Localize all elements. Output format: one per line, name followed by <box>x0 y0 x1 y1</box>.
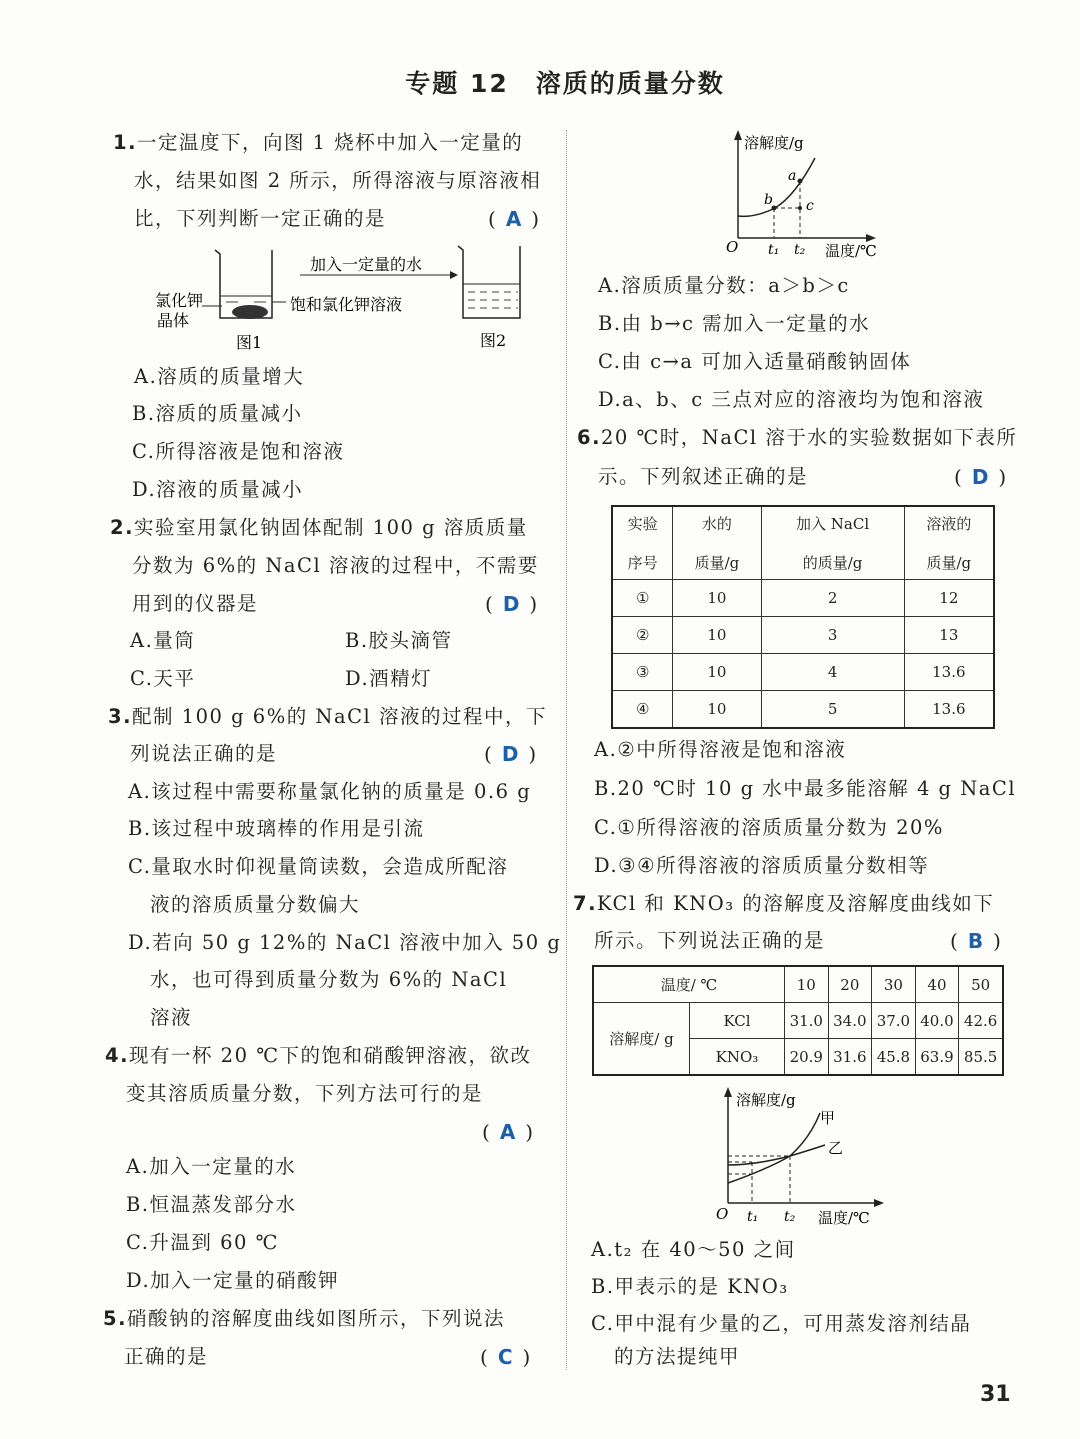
option-a[interactable]: A.t₂ 在 40～50 之间 <box>591 1238 796 1261</box>
table-header-row <box>593 966 1003 1003</box>
curve-yi-label: 乙 <box>828 1139 844 1157</box>
question-number: 4. <box>105 1044 129 1067</box>
table-row <box>612 691 994 729</box>
cell: 20 <box>828 966 872 1003</box>
origin-label: O <box>726 238 739 256</box>
point-b-label: b <box>764 192 773 208</box>
cell: 37.0 <box>872 1003 916 1039</box>
question-5-line <box>103 1306 505 1332</box>
cell: 5 <box>761 691 904 729</box>
table-header-row <box>612 506 994 580</box>
option-c[interactable]: C.①所得溶液的溶质质量分数为 20% <box>594 816 944 839</box>
page-title: 专题 12 溶质的质量分数 <box>405 69 725 98</box>
option-b[interactable]: B.胶头滴管 <box>345 629 453 652</box>
header-text: 序号 <box>627 554 658 572</box>
cell: ③ <box>612 654 673 691</box>
question-text: 列说法正确的是 <box>130 742 278 765</box>
cell: 4 <box>761 654 904 691</box>
question-text: 比，下列判断一定正确的是 <box>134 207 387 230</box>
header-cell <box>904 506 994 580</box>
cell: 30 <box>872 966 916 1003</box>
header-text: 质量/g <box>926 554 972 572</box>
curve-jia-label: 甲 <box>820 1109 836 1127</box>
cell: ② <box>612 617 673 654</box>
option-c[interactable]: C.由 c→a 可加入适量硝酸钠固体 <box>598 350 912 373</box>
cell: 45.8 <box>872 1039 916 1076</box>
option-a[interactable]: A.溶质质量分数：a＞b＞c <box>598 274 850 297</box>
crystal-label: 晶体 <box>157 311 190 330</box>
cell: 10 <box>673 654 761 691</box>
option-b[interactable]: B.由 b→c 需加入一定量的水 <box>598 312 871 335</box>
table-row <box>612 617 994 654</box>
question-text: 实验室用氯化钠固体配制 100 g 溶质质量 <box>133 516 528 539</box>
page-number: 31 <box>980 1382 1011 1407</box>
cell: 10 <box>673 691 761 729</box>
cell: 85.5 <box>959 1039 1003 1076</box>
option-c[interactable]: C.天平 <box>130 667 196 690</box>
question-number: 3. <box>108 705 132 728</box>
header-text: 的质量/g <box>802 554 863 572</box>
option-b[interactable]: B.溶质的质量减小 <box>132 402 303 425</box>
cell: 13 <box>904 617 994 654</box>
solution-label: 饱和氯化钾溶液 <box>290 295 403 314</box>
answer-letter: B <box>967 929 984 953</box>
cell: 31.0 <box>784 1003 828 1039</box>
question-text: 用到的仪器是 <box>132 592 259 615</box>
answer-bracket: ( A ) <box>482 1120 534 1144</box>
question-text: 变其溶质质量分数，下列方法可行的是 <box>126 1082 484 1105</box>
question-text: 所示。下列说法正确的是 <box>594 929 826 952</box>
cell: 12 <box>904 580 994 617</box>
table-row <box>593 1003 1003 1039</box>
option-c[interactable]: C.升温到 60 ℃ <box>126 1231 279 1254</box>
option-a[interactable]: A.加入一定量的水 <box>126 1155 297 1178</box>
origin-label: O <box>716 1205 729 1223</box>
question-text: 一定温度下，向图 1 烧杯中加入一定量的 <box>136 131 524 154</box>
answer-bracket: ( C ) <box>480 1345 531 1369</box>
option-d-cont: 水，也可得到质量分数为 6%的 NaCl <box>150 968 508 991</box>
cell: ① <box>612 580 673 617</box>
option-a[interactable]: A.该过程中需要称量氯化钠的质量是 0.6 g <box>128 780 532 803</box>
question-text: 分数为 6%的 NaCl 溶液的过程中，不需要 <box>132 554 539 577</box>
solubility-header: 溶解度/ g <box>593 1003 690 1076</box>
option-d[interactable]: D.③④所得溶液的溶质质量分数相等 <box>594 854 930 877</box>
question-text: 硝酸钠的溶解度曲线如图所示，下列说法 <box>126 1307 505 1330</box>
option-d[interactable]: D.加入一定量的硝酸钾 <box>126 1269 340 1292</box>
header-text: 实验 <box>627 515 658 533</box>
question-text: 水，结果如图 2 所示，所得溶液与原溶液相 <box>134 169 542 192</box>
cell: 34.0 <box>828 1003 872 1039</box>
cell: 42.6 <box>959 1003 1003 1039</box>
point-a-label: a <box>788 168 797 184</box>
question-text: 现有一杯 20 ℃下的饱和硝酸钾溶液，欲改 <box>128 1044 532 1067</box>
cell: 13.6 <box>904 691 994 729</box>
option-d-cont: 溶液 <box>150 1006 193 1029</box>
option-d[interactable]: D.若向 50 g 12%的 NaCl 溶液中加入 50 g <box>128 931 562 954</box>
option-d[interactable]: D.溶液的质量减小 <box>132 478 304 501</box>
column-divider <box>566 130 567 1370</box>
t2-label: t₂ <box>794 242 806 258</box>
question-3-line <box>108 704 547 730</box>
header-text: 加入 NaCl <box>796 515 870 533</box>
answer-letter: D <box>501 742 519 766</box>
cell: 40.0 <box>915 1003 959 1039</box>
option-a[interactable]: A.溶质的质量增大 <box>134 365 305 388</box>
table-row <box>612 580 994 617</box>
cell: 20.9 <box>784 1039 828 1076</box>
question-2-line <box>110 515 528 541</box>
cell: 10 <box>673 580 761 617</box>
header-text: 溶液的 <box>926 515 972 533</box>
question-number: 1. <box>113 131 137 154</box>
figure-1-caption: 图1 <box>236 333 263 352</box>
option-b[interactable]: B.该过程中玻璃棒的作用是引流 <box>128 817 425 840</box>
answer-bracket: ( D ) <box>485 592 538 616</box>
answer-letter: D <box>971 465 989 489</box>
question-7-line <box>573 891 994 917</box>
question-number: 2. <box>110 516 134 539</box>
table-row <box>612 654 994 691</box>
x-axis-label: 温度/℃ <box>818 1209 870 1227</box>
cell: 50 <box>959 966 1003 1003</box>
header-cell <box>612 506 673 580</box>
kcl-kno3-solubility-chart <box>710 1083 900 1233</box>
point-c-label: c <box>806 198 814 214</box>
header-cell <box>673 506 761 580</box>
question-number: 7. <box>573 892 597 915</box>
option-b[interactable]: B.恒温蒸发部分水 <box>126 1193 297 1216</box>
answer-letter: D <box>502 592 520 616</box>
answer-bracket: ( B ) <box>950 929 1001 953</box>
cell: 3 <box>761 617 904 654</box>
option-a[interactable]: A.量筒 <box>130 629 196 652</box>
option-d[interactable]: D.酒精灯 <box>345 667 433 690</box>
question-text: KCl 和 KNO₃ 的溶解度及溶解度曲线如下 <box>596 892 995 915</box>
question-1-line <box>113 130 523 156</box>
y-axis-label: 溶解度/g <box>744 134 804 152</box>
cell: 40 <box>915 966 959 1003</box>
option-b[interactable]: B.20 ℃时 10 g 水中最多能溶解 4 g NaCl <box>594 777 1017 800</box>
t2-label: t₂ <box>784 1209 796 1225</box>
question-number: 5. <box>103 1307 127 1330</box>
option-c[interactable]: C.甲中混有少量的乙，可用蒸发溶剂结晶 <box>591 1312 972 1335</box>
arrow-label: 加入一定量的水 <box>310 255 423 274</box>
header-text: 质量/g <box>694 554 740 572</box>
nano3-solubility-chart <box>720 128 900 263</box>
solubility-table <box>592 965 1004 1076</box>
question-6-line <box>577 425 1017 451</box>
cell: 2 <box>761 580 904 617</box>
cell: 10 <box>784 966 828 1003</box>
cell: 10 <box>673 617 761 654</box>
header-cell <box>761 506 904 580</box>
cell: KCl <box>690 1003 785 1039</box>
option-c[interactable]: C.所得溶液是饱和溶液 <box>132 440 345 463</box>
temp-header: 温度/ ℃ <box>593 966 784 1003</box>
answer-letter: C <box>497 1345 513 1369</box>
t1-label: t₁ <box>747 1209 759 1225</box>
question-text: 示。下列叙述正确的是 <box>598 465 809 488</box>
beaker-figure <box>150 240 530 355</box>
cell: 31.6 <box>828 1039 872 1076</box>
header-text: 水的 <box>701 515 732 533</box>
answer-bracket: ( D ) <box>954 465 1007 489</box>
cell: KNO₃ <box>690 1039 785 1076</box>
question-4-line <box>105 1043 532 1069</box>
option-c[interactable]: C.量取水时仰视量筒读数，会造成所配溶 <box>128 855 509 878</box>
nacl-data-table <box>611 505 995 729</box>
option-a[interactable]: A.②中所得溶液是饱和溶液 <box>594 738 847 761</box>
option-d[interactable]: D.a、b、c 三点对应的溶液均为饱和溶液 <box>598 388 985 411</box>
answer-bracket: ( D ) <box>484 742 537 766</box>
figure-2-caption: 图2 <box>480 331 507 350</box>
x-axis-label: 温度/℃ <box>825 242 877 260</box>
option-c-cont: 的方法提纯甲 <box>614 1345 741 1368</box>
cell: ④ <box>612 691 673 729</box>
t1-label: t₁ <box>768 242 780 258</box>
cell: 63.9 <box>915 1039 959 1076</box>
option-b[interactable]: B.甲表示的是 KNO₃ <box>591 1275 789 1298</box>
question-text: 配制 100 g 6%的 NaCl 溶液的过程中，下 <box>131 705 547 728</box>
question-text: 正确的是 <box>124 1345 209 1368</box>
y-axis-label: 溶解度/g <box>736 1091 796 1109</box>
answer-letter: A <box>499 1120 516 1144</box>
cell: 13.6 <box>904 654 994 691</box>
question-number: 6. <box>577 426 601 449</box>
crystal-label: 氯化钾 <box>155 291 204 310</box>
question-text: 20 ℃时，NaCl 溶于水的实验数据如下表所 <box>600 426 1018 449</box>
answer-letter: A <box>505 207 522 231</box>
option-c-cont: 液的溶质质量分数偏大 <box>150 893 361 916</box>
answer-bracket: ( A ) <box>488 207 540 231</box>
